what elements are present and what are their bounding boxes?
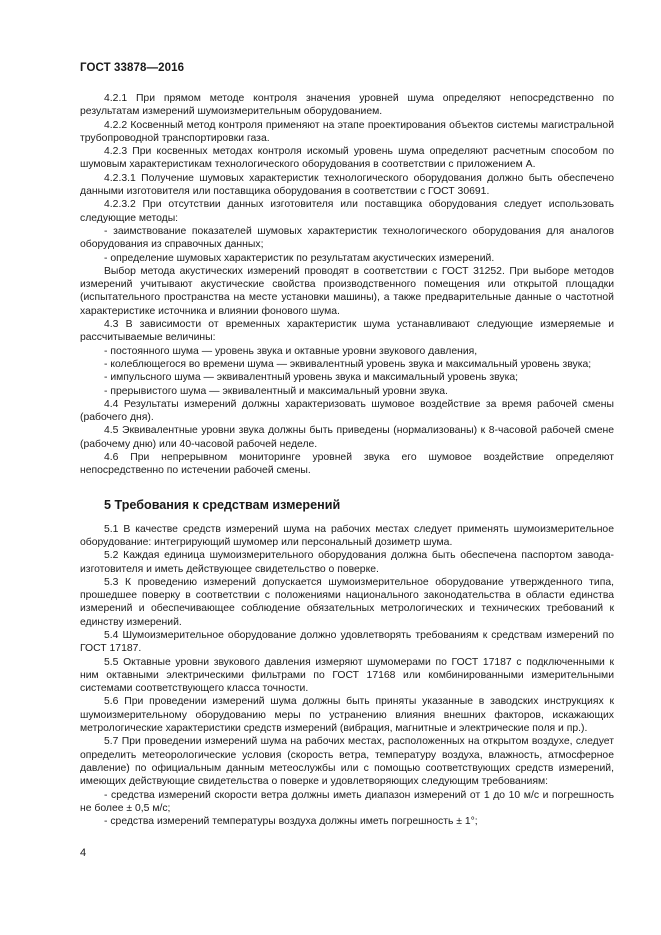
paragraph: 5.2 Каждая единица шумоизмерительного оборудования должна быть обеспечена паспортом завода-изготовителя и иметь действующее свидетельство о поверке. [80,550,614,575]
list-item: - заимствование показателей шумовых характеристик технологического оборудования для аналогов оборудования из справочных данных; [80,225,614,251]
paragraph: 5.1 В качестве средств измерений шума на рабочих местах следует применять шумоизмерительное оборудование: интегрирующий шумомер или персональный дозиметр шума. [80,523,614,548]
paragraph: 4.2.1 При прямом методе контроля значения уровней шума определяют непосредственно по результатам измерений шумоизмерительным оборудованием. [80,93,614,118]
list-item: - средства измерений скорости ветра должны иметь диапазон измерений от 1 до 10 м/с и погрешность не более ± 0,5 м/с; [80,789,614,814]
list-item: - средства измерений температуры воздуха должны иметь погрешность ± 1°; [104,816,478,828]
paragraph: 4.4 Результаты измерений должны характеризовать шумовое воздействие за время рабочей смены (рабочего дня). [80,398,614,424]
list-item: - импульсного шума — эквивалентный уровень звука и максимальный уровень звука; [104,372,519,384]
list-item: - прерывистого шума — эквивалентный и максимальный уровни звука. [104,385,448,397]
page-number: 4 [80,847,87,859]
paragraph: 4.2.3.2 При отсутствии данных изготовителя или поставщика оборудования следует использовать следующие методы: [80,199,614,224]
paragraph: 5.7 При проведении измерений шума на рабочих местах, расположенных на открытом воздухе, следует определить метеорологические условия (скорость ветра, температуру воздуха, влажность, атмосферное давление) по официальным данным метеослужбы или с помощью соответствующих средств измерений, имеющих действующие свидетельства о поверке и удовлетворяющих следующим требованиям: [80,736,614,788]
standard-code-header: ГОСТ 33878—2016 [80,62,185,74]
list-item: - постоянного шума — уровень звука и октавные уровни звукового давления, [104,345,478,357]
paragraph: 4.2.3 При косвенных методах контроля искомый уровень шума определяют расчетным способом по шумовым характеристикам технологического оборудования в соответствии с приложением А. [80,146,614,171]
paragraph: 5.5 Октавные уровни звукового давления измеряют шумомерами по ГОСТ 17187 с подключенными к ним октавными электрическими фильтрами по ГОСТ 17168 или комбинированными измерительными системами соответствующего класса точности. [80,656,614,695]
paragraph: Выбор метода акустических измерений проводят в соответствии с ГОСТ 31252. При выборе методов измерений учитывают акустические свойства производственного помещения или открытой площадки (испытательного пространства на месте установки машины), а также предварительные данные о частотной характеристике источника и влиянии фонового шума. [80,265,614,317]
paragraph: 4.3 В зависимости от временных характеристик шума устанавливают следующие измеряемые и рассчитываемые величины: [80,319,614,344]
section-heading: 5 Требования к средствам измерений [104,497,341,512]
paragraph: 5.6 При проведении измерений шума должны быть приняты указанные в заводских инструкциях к шумоизмерительному оборудованию меры по устранению влияния внешних факторов, искажающих метрологические характеристики средств измерений (вибрация, магнитные и электрические поля и пр.). [80,696,614,735]
paragraph: 4.2.2 Косвенный метод контроля применяют на этапе проектирования объектов системы магистральной трубопроводной транспортировки газа. [80,119,614,144]
paragraph: 4.6 При непрерывном мониторинге уровней звука его шумовое воздействие определяют непосредственно по истечении рабочей смены. [80,452,614,477]
paragraph: 5.4 Шумоизмерительное оборудование должно удовлетворять требованиям к средствам измерений по ГОСТ 17187. [80,629,614,655]
paragraph: 5.3 К проведению измерений допускается шумоизмерительное оборудование утвержденного типа, прошедшее поверку в соответствии с положениями национального законодательства в области единства измерений и обеспечивающее соблюдение обязательных метрологических и технических требований к единству измерений. [80,576,614,628]
document-body [80,92,614,828]
list-item: - определение шумовых характеристик по результатам акустических измерений. [104,252,495,264]
paragraph: 4.2.3.1 Получение шумовых характеристик технологического оборудования должно быть обеспечено данными изготовителя или поставщика оборудования в соответствии с ГОСТ 30691. [80,172,614,198]
list-item: - колеблющегося во времени шума — эквивалентный уровень звука и максимальный уровень звука; [104,358,592,370]
paragraph: 4.5 Эквивалентные уровни звука должны быть приведены (нормализованы) к 8-часовой рабочей смене (рабочему дню) или 40-часовой рабочей неделе. [80,425,614,450]
